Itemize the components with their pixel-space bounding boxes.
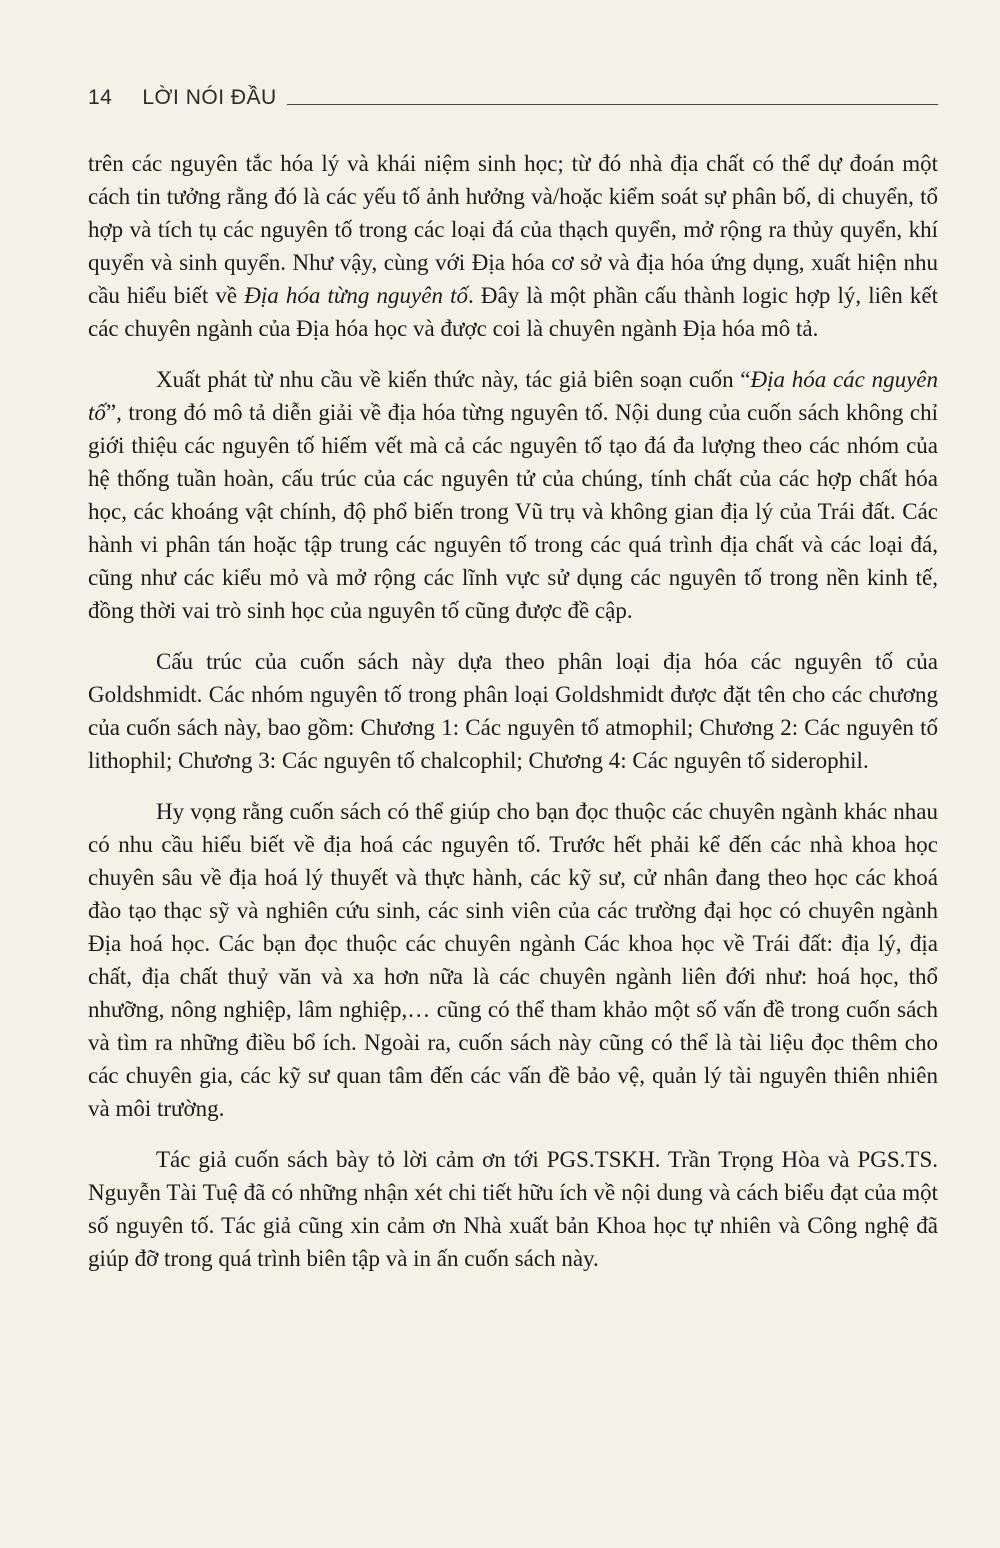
paragraph-1-italic: Địa hóa từng nguyên tố	[244, 283, 468, 308]
paragraph-1	[88, 147, 938, 345]
paragraph-2-italic: Địa hóa các nguyên tố	[88, 367, 938, 425]
header-rule	[287, 104, 938, 105]
paragraph-4	[88, 795, 938, 1125]
paragraph-1-text-end: . Đây là một phần cấu thành logic hợp lý, liên kết các chuyên ngành của Địa hóa học và được coi là chuyên ngành Địa hóa mô tả.	[88, 283, 938, 341]
page-number: 14	[88, 86, 113, 109]
paragraph-3-text: Cấu trúc của cuốn sách này dựa theo phân loại địa hóa các nguyên tố của Goldshmidt. Các nhóm nguyên tố trong phân loại Goldshmidt được đặt tên cho các chương của cuốn sách này, bao gồm: Chương 1: Các nguyên tố atmophil; Chương 2: Các nguyên tố lithophil; Chương 3: Các nguyên tố chalcophil; Chương 4: Các nguyên tố siderophil.	[88, 649, 938, 773]
section-title: LỜI NÓI ĐẦU	[142, 86, 277, 109]
paragraph-4-text: Hy vọng rằng cuốn sách có thể giúp cho bạn đọc thuộc các chuyên ngành khác nhau có nhu cầu hiểu biết về địa hoá các nguyên tố. Trước hết phải kể đến các nhà khoa học chuyên sâu về địa hoá lý thuyết và thực hành, các kỹ sư, cử nhân đang theo học các khoá đào tạo thạc sỹ và nghiên cứu sinh, các sinh viên của các trường đại học có chuyên ngành Địa hoá học. Các bạn đọc thuộc các chuyên ngành Các khoa học về Trái đất: địa lý, địa chất, địa chất thuỷ văn và xa hơn nữa là các chuyên ngành liên đới như: hoá học, thổ nhưỡng, nông nghiệp, lâm nghiệp,… cũng có thể tham khảo một số vấn đề trong cuốn sách và tìm ra những điều bổ ích. Ngoài ra, cuốn sách này cũng có thể là tài liệu đọc thêm cho các chuyên gia, các kỹ sư quan tâm đến các vấn đề bảo vệ, quản lý tài nguyên thiên nhiên và môi trường.	[88, 799, 938, 1121]
paragraph-2-text-end: ”, trong đó mô tả diễn giải về địa hóa từng nguyên tố. Nội dung của cuốn sách không chỉ giới thiệu các nguyên tố hiếm vết mà cả các nguyên tố tạo đá đa lượng theo các nhóm của hệ thống tuần hoàn, cấu trúc của các nguyên tử của chúng, tính chất của các hợp chất hóa học, các khoáng vật chính, độ phổ biến trong Vũ trụ và không gian địa lý của Trái đất. Các hành vi phân tán hoặc tập trung các nguyên tố trong các quá trình địa chất và các loại đá, cũng như các kiểu mỏ và mở rộng các lĩnh vực sử dụng các nguyên tố trong nền kinh tế, đồng thời vai trò sinh học của nguyên tố cũng được đề cập.	[88, 400, 938, 623]
paragraph-2-text: Xuất phát từ nhu cầu về kiến thức này, tác giả biên soạn cuốn “	[156, 367, 751, 392]
paragraph-5	[88, 1143, 938, 1275]
paragraph-1-text: trên các nguyên tắc hóa lý và khái niệm sinh học; từ đó nhà địa chất có thể dự đoán một cách tin tưởng rằng đó là các yếu tố ảnh hưởng và/hoặc kiểm soát sự phân bố, di chuyển, tổ hợp và tích tụ các nguyên tố trong các loại đá của thạch quyển, mở rộng ra thủy quyển, khí quyển và sinh quyển. Như vậy, cùng với Địa hóa cơ sở và địa hóa ứng dụng, xuất hiện nhu cầu hiểu biết về	[88, 151, 938, 308]
paragraph-2	[88, 363, 938, 627]
paragraph-3	[88, 645, 938, 777]
paragraph-5-text: Tác giả cuốn sách bày tỏ lời cảm ơn tới PGS.TSKH. Trần Trọng Hòa và PGS.TS. Nguyễn Tài Tuệ đã có những nhận xét chi tiết hữu ích về nội dung và cách biểu đạt của một số nguyên tố. Tác giả cũng xin cảm ơn Nhà xuất bản Khoa học tự nhiên và Công nghệ đã giúp đỡ trong quá trình biên tập và in ấn cuốn sách này.	[88, 1147, 938, 1271]
running-header	[88, 80, 938, 110]
body-text	[88, 147, 938, 1275]
